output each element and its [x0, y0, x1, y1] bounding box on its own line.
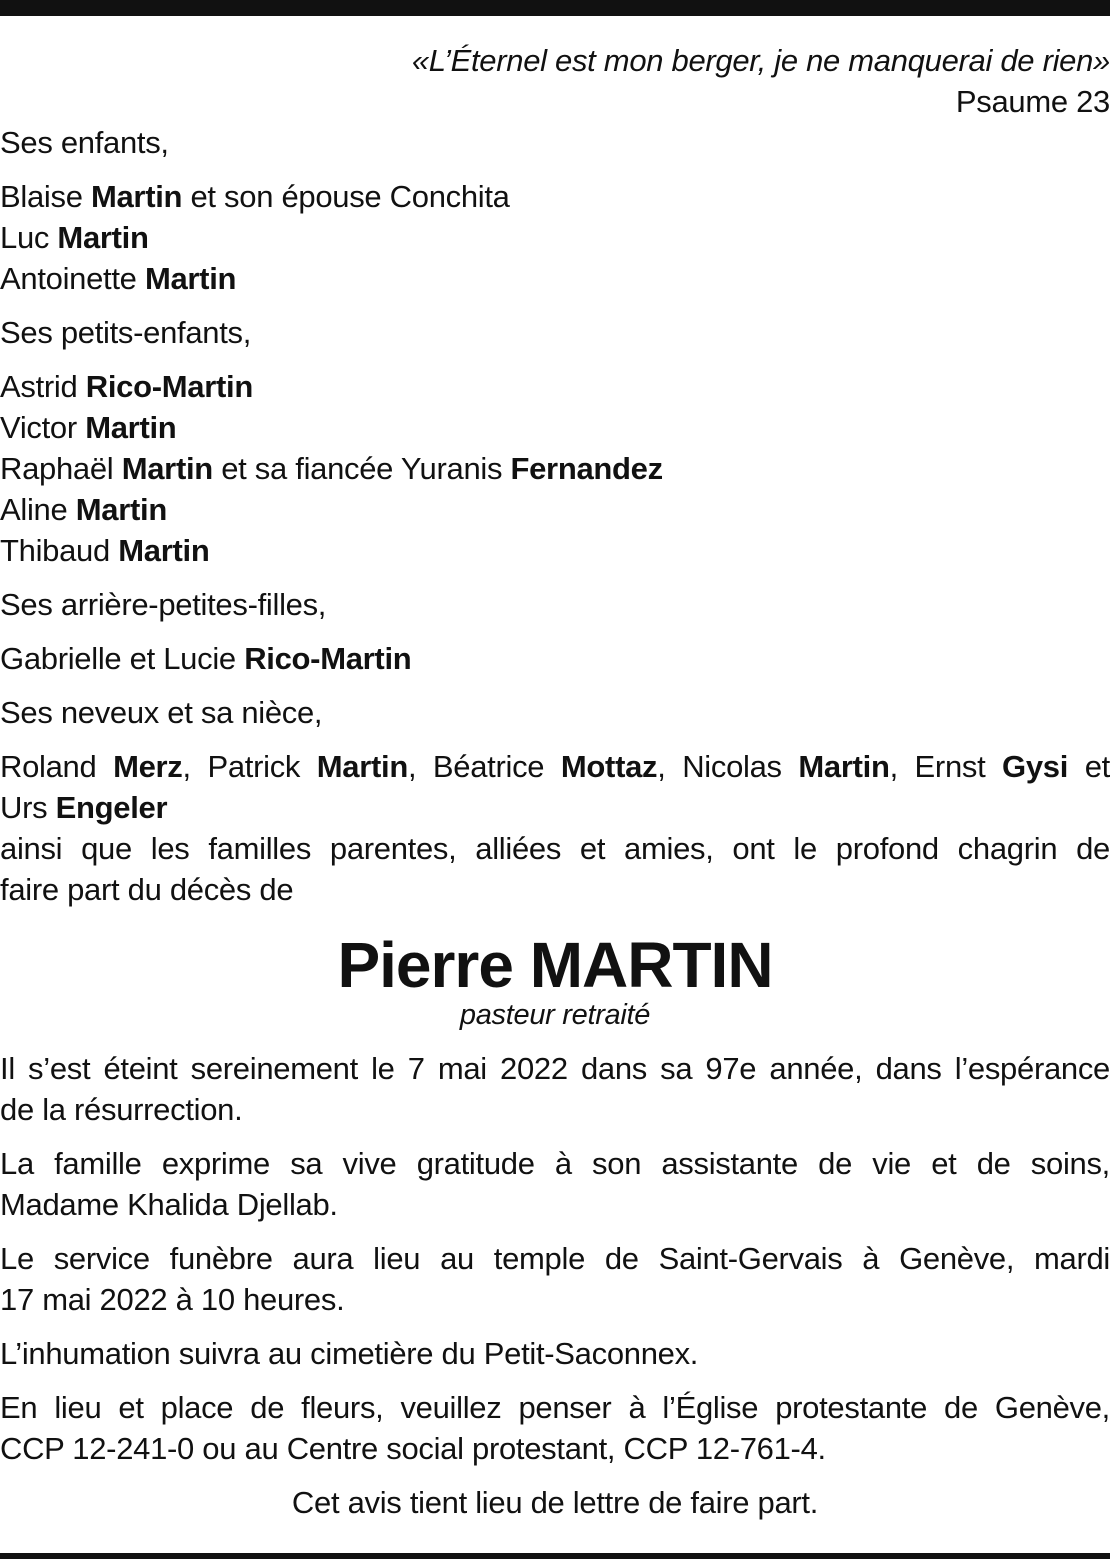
grandchildren-heading: Ses petits-enfants,	[0, 315, 252, 350]
paragraph-gratitude: La famille exprime sa vive gratitude à son assistante de vie et de soins,	[0, 1146, 1110, 1181]
deceased-name: Pierre MARTIN	[337, 929, 773, 1001]
families-line: ainsi que les familles parentes, alliées et amies, ont le profond chagrin de	[0, 831, 1110, 866]
grandchild-entry: Thibaud Martin	[0, 533, 210, 568]
great-grandchildren-heading: Ses arrière-petites-filles,	[0, 587, 327, 622]
paragraph-death: Il s’est éteint sereinement le 7 mai 2022 dans sa 97e année, dans l’espérance	[0, 1051, 1110, 1086]
child-entry: Antoinette Martin	[0, 261, 237, 296]
grandchild-entry: Victor Martin	[0, 410, 177, 445]
nephews-list-continued: Urs Engeler	[0, 790, 168, 825]
paragraph-service-continued: 17 mai 2022 à 10 heures.	[0, 1282, 345, 1317]
paragraph-death-continued: de la résurrection.	[0, 1092, 243, 1127]
closing-note: Cet avis tient lieu de lettre de faire part.	[291, 1485, 819, 1520]
epigraph-quote: «L’Éternel est mon berger, je ne manquerai de rien»	[411, 43, 1110, 78]
paragraph-donations-continued: CCP 12-241-0 ou au Centre social protestant, CCP 12-761-4.	[0, 1431, 826, 1466]
top-rule	[0, 0, 1110, 16]
deceased-title: pasteur retraité	[459, 999, 651, 1031]
families-line-continued: faire part du décès de	[0, 872, 294, 907]
child-entry: Luc Martin	[0, 220, 149, 255]
grandchild-entry: Aline Martin	[0, 492, 167, 527]
paragraph-burial: L’inhumation suivra au cimetière du Petit-Saconnex.	[0, 1336, 699, 1371]
grandchild-entry: Astrid Rico-Martin	[0, 369, 253, 404]
paragraph-service: Le service funèbre aura lieu au temple de Saint-Gervais à Genève, mardi	[0, 1241, 1110, 1276]
nephews-heading: Ses neveux et sa nièce,	[0, 695, 323, 730]
obituary-notice	[0, 40, 1110, 1523]
epigraph-reference: Psaume 23	[955, 84, 1110, 119]
great-grandchild-entry: Gabrielle et Lucie Rico-Martin	[0, 641, 412, 676]
paragraph-gratitude-continued: Madame Khalida Djellab.	[0, 1187, 338, 1222]
child-entry: Blaise Martin et son épouse Conchita	[0, 179, 510, 214]
paragraph-donations: En lieu et place de fleurs, veuillez penser à l’Église protestante de Genève,	[0, 1390, 1110, 1425]
bottom-rule	[0, 1553, 1110, 1559]
nephews-list: Roland Merz, Patrick Martin, Béatrice Mottaz, Nicolas Martin, Ernst Gysi et	[0, 749, 1110, 784]
grandchild-entry: Raphaël Martin et sa fiancée Yuranis Fernandez	[0, 451, 663, 486]
children-heading: Ses enfants,	[0, 125, 169, 160]
